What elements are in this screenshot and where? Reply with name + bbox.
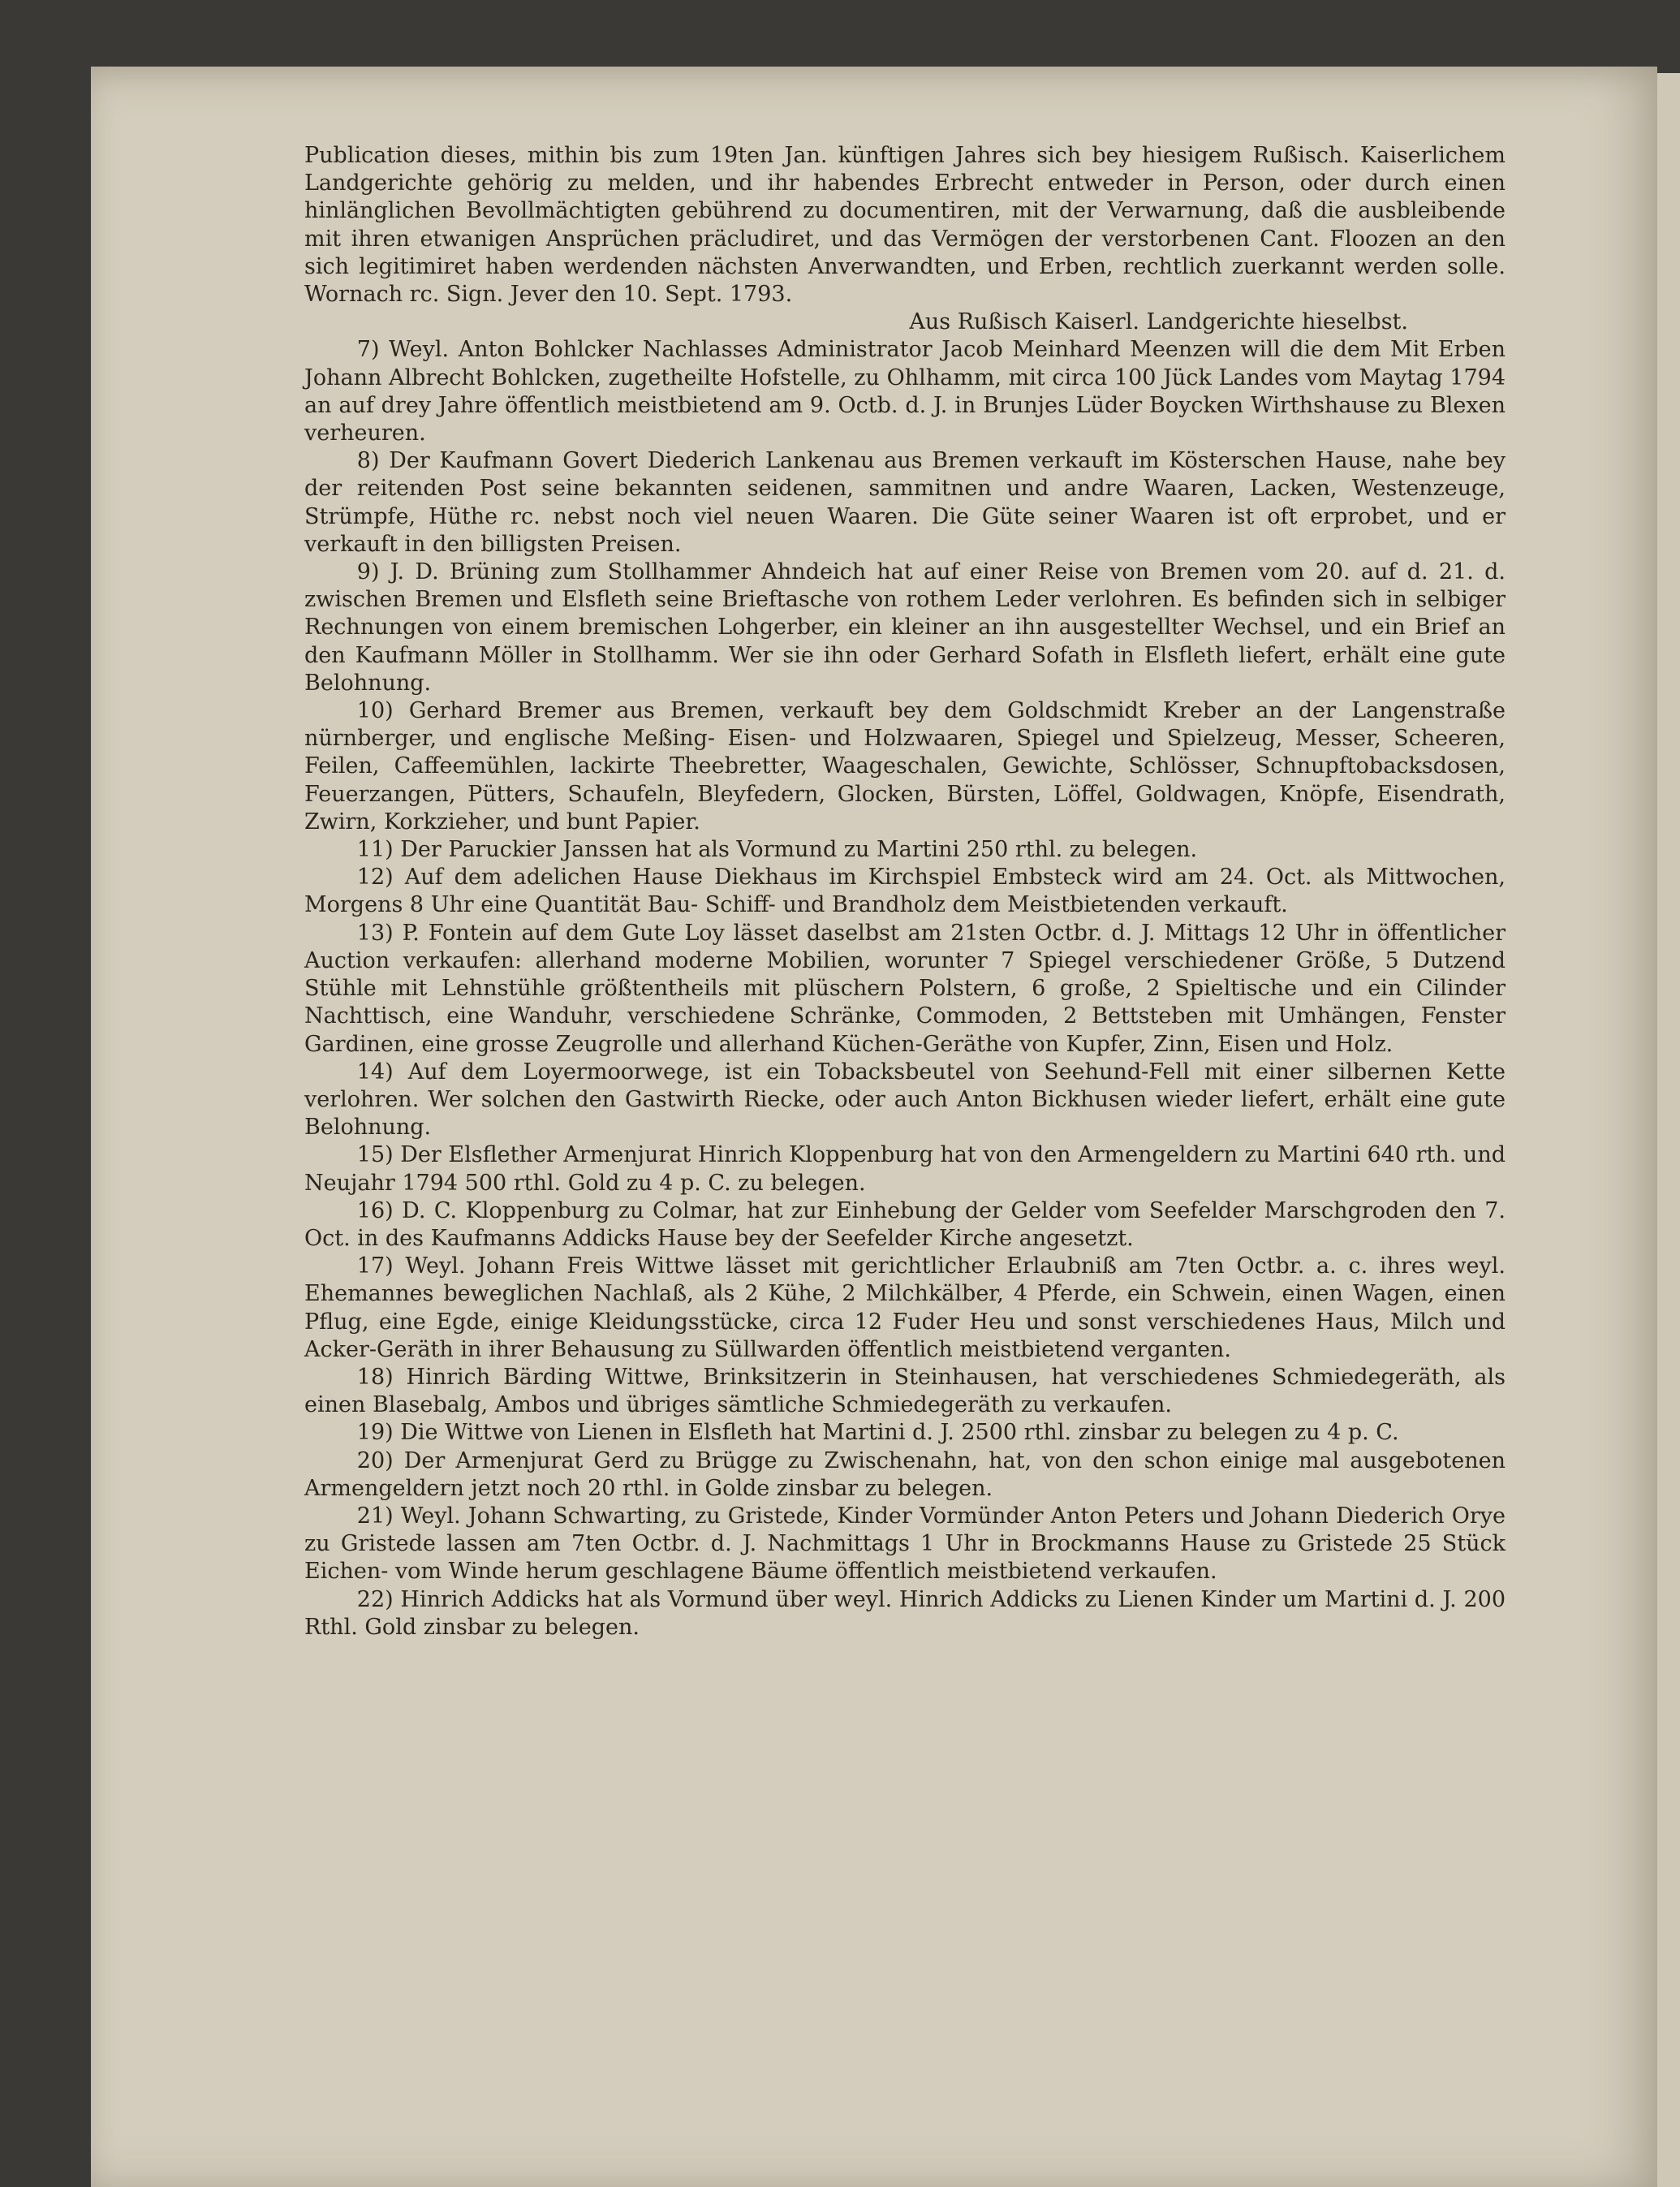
paragraph-21: 21) Weyl. Johann Schwarting, zu Gristede, Kinder Vormünder Anton Peters und Johann Diederich Orye zu Gristede lassen am 7ten Octbr. d. J. Nachmittags 1 Uhr in Brockmanns Hause zu Gristede 25 Stück Eichen- vom Winde herum geschlagene Bäume öffentlich meistbietend verkaufen. <box>304 1503 1506 1585</box>
paragraph-20: 20) Der Armenjurat Gerd zu Brügge zu Zwischenahn, hat, von den schon einige mal ausgebotenen Armengeldern jetzt noch 20 rthl. in Golde zinsbar zu belegen. <box>304 1447 1506 1501</box>
paragraph-9: 9) J. D. Brüning zum Stollhammer Ahndeich hat auf einer Reise von Bremen vom 20. auf d. 21. d. zwischen Bremen und Elsfleth seine Brieftasche von rothem Leder verlohren. Es befinden sich in selbiger Rechnungen von einem bremischen Lohgerber, ein kleiner an ihn ausgestellter Wechsel, und ein Brief an den Kaufmann Möller in Stollhamm. Wer sie ihn oder Gerhard Sofath in Elsfleth liefert, erhält eine gute Belohnung. <box>304 559 1506 696</box>
paragraph-8: 8) Der Kaufmann Govert Diederich Lankenau aus Bremen verkauft im Kösterschen Hause, nahe bey der reitenden Post seine bekannten seidenen, sammitnen und andre Waaren, Lacken, Westenzeuge, Strümpfe, Hüthe rc. nebst noch viel neuen Waaren. Die Güte seiner Waaren ist oft erprobet, und er verkauft in den billigsten Preisen. <box>304 448 1506 557</box>
paragraph-p0: Publication dieses, mithin bis zum 19ten Jan. künftigen Jahres sich bey hiesigem Rußisch. Kaiserlichem Landgerichte gehörig zu melden, und ihr habendes Erbrecht entweder in Person, oder durch einen hinlänglichen Bevollmächtigten gebührend zu documentiren, mit der Verwarnung, daß die ausbleibende mit ihren etwanigen Ansprüchen präcludiret, und das Vermögen der verstorbenen Cant. Floozen an den sich legitimiret haben werdenden nächsten Anverwandten, und Erben, rechtlich zuerkannt werden solle. Wornach rc. Sign. Jever den 10. Sept. 1793. <box>304 143 1506 308</box>
paragraph-18: 18) Hinrich Bärding Wittwe, Brinksitzerin in Steinhausen, hat verschiedenes Schmiedegeräth, als einen Blasebalg, Ambos und übriges sämtliche Schmiedegeräth zu verkaufen. <box>304 1364 1506 1418</box>
paragraph-signature: Aus Rußisch Kaiserl. Landgerichte hieselbst. <box>909 309 1408 335</box>
paragraph-16: 16) D. C. Kloppenburg zu Colmar, hat zur Einhebung der Gelder vom Seefelder Marschgroden den 7. Oct. in des Kaufmanns Addicks Hause bey der Seefelder Kirche angesetzt. <box>304 1197 1506 1251</box>
paragraph-19: 19) Die Wittwe von Lienen in Elsfleth hat Martini d. J. 2500 rthl. zinsbar zu belegen zu 4 p. C. <box>356 1420 1399 1446</box>
paragraph-13: 13) P. Fontein auf dem Gute Loy lässet daselbst am 21sten Octbr. d. J. Mittags 12 Uhr in öffentlicher Auction verkaufen: allerhand moderne Mobilien, worunter 7 Spiegel verschiedener Größe, 5 Dutzend Stühle mit Lehnstühle größtentheils mit plüschern Polstern, 6 große, 2 Spieltische und ein Cilinder Nachttisch, eine Wanduhr, verschiedene Schränke, Commoden, 2 Bettsteben mit Umhängen, Fenster Gardinen, eine grosse Zeugrolle und allerhand Küchen-Geräthe von Kupfer, Zinn, Eisen und Holz. <box>304 920 1506 1057</box>
paragraph-14: 14) Auf dem Loyermoorwege, ist ein Tobacksbeutel von Seehund-Fell mit einer silbernen Kette verlohren. Wer solchen den Gastwirth Riecke, oder auch Anton Bickhusen wieder liefert, erhält eine gute Belohnung. <box>304 1059 1506 1141</box>
document-text <box>304 142 1506 1641</box>
paragraph-10: 10) Gerhard Bremer aus Bremen, verkauft bey dem Goldschmidt Kreber an der Langenstraße nürnberger, und englische Meßing- Eisen- und Holzwaaren, Spiegel und Spielzeug, Messer, Scheeren, Feilen, Caffeemühlen, lackirte Theebretter, Waageschalen, Gewichte, Schlösser, Schnupftobacksdosen, Feuerzangen, Pütters, Schaufeln, Bleyfedern, Glocken, Bürsten, Löffel, Goldwagen, Knöpfe, Eisendrath, Zwirn, Korkzieher, und bunt Papier. <box>304 698 1506 835</box>
paragraph-17: 17) Weyl. Johann Freis Wittwe lässet mit gerichtlicher Erlaubniß am 7ten Octbr. a. c. ihres weyl. Ehemannes beweglichen Nachlaß, als 2 Kühe, 2 Milchkälber, 4 Pferde, ein Schwein, einen Wagen, einen Pflug, eine Egde, einige Kleidungsstücke, circa 12 Fuder Heu und sonst verschiedenes Haus, Milch und Acker-Geräth in ihrer Behausung zu Süllwarden öffentlich meistbietend verganten. <box>304 1253 1506 1362</box>
paragraph-7: 7) Weyl. Anton Bohlcker Nachlasses Administrator Jacob Meinhard Meenzen will die dem Mit Erben Johann Albrecht Bohlcken, zugetheilte Hofstelle, zu Ohlhamm, mit circa 100 Jück Landes vom Maytag 1794 an auf drey Jahre öffentlich meistbietend am 9. Octb. d. J. in Brunjes Lüder Boycken Wirthshause zu Blexen verheuren. <box>304 337 1506 446</box>
paragraph-12: 12) Auf dem adelichen Hause Diekhaus im Kirchspiel Embsteck wird am 24. Oct. als Mittwochen, Morgens 8 Uhr eine Quantität Bau- Schiff- und Brandholz dem Meistbietenden verkauft. <box>304 865 1506 918</box>
paragraph-15: 15) Der Elsflether Armenjurat Hinrich Kloppenburg hat von den Armengeldern zu Martini 640 rth. und Neujahr 1794 500 rthl. Gold zu 4 p. C. zu belegen. <box>304 1142 1506 1196</box>
paragraph-22: 22) Hinrich Addicks hat als Vormund über weyl. Hinrich Addicks zu Lienen Kinder um Martini d. J. 200 Rthl. Gold zinsbar zu belegen. <box>304 1586 1506 1640</box>
paragraph-11: 11) Der Paruckier Janssen hat als Vormund zu Martini 250 rthl. zu belegen. <box>356 837 1198 863</box>
